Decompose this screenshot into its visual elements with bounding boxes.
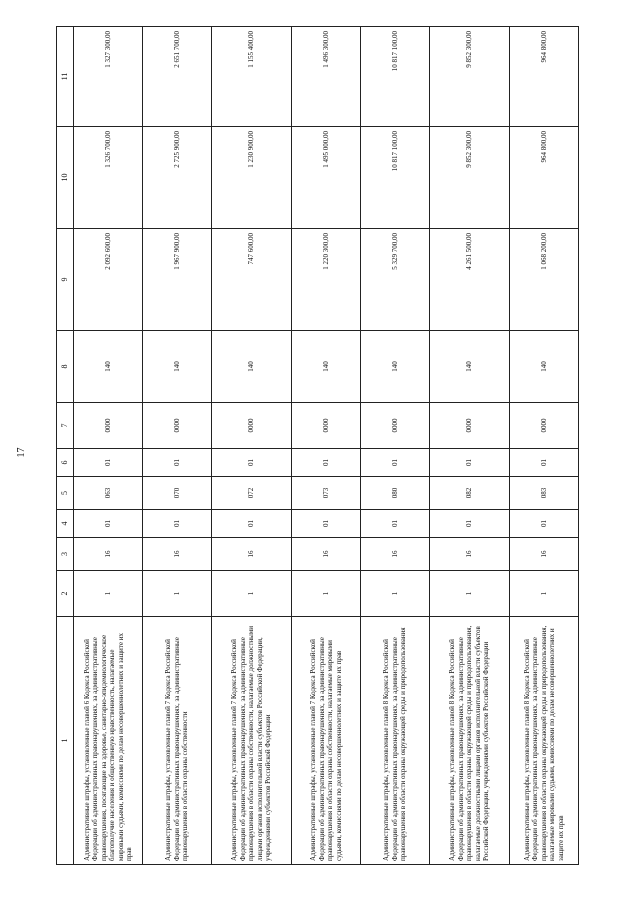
table-row (510, 27, 579, 865)
table-row (212, 27, 292, 865)
code-col-8: 140 (361, 331, 430, 403)
code-col-7: 0000 (212, 403, 292, 449)
code-col-5: 063 (74, 477, 143, 510)
code-col-3: 16 (292, 538, 361, 571)
column-header: 2 (57, 571, 74, 617)
table-row (143, 27, 212, 865)
budget-revenue-table (56, 26, 579, 865)
code-col-8: 140 (430, 331, 510, 403)
amount-col-9: 1 967 900,00 (143, 229, 212, 331)
column-header: 5 (57, 477, 74, 510)
code-col-4: 01 (74, 510, 143, 538)
revenue-description: Административные штрафы, установленные главой 7 Кодекса Российской Федерации об административных правонарушениях, за административные правонарушения в области охраны собственности, налагаемые должностными лицами органов исполнительной власти субъектов Российской Федерации, учреждениями субъектов Российской Федерации (212, 617, 292, 865)
amount-col-11: 1 496 300,00 (292, 27, 361, 127)
code-col-5: 073 (292, 477, 361, 510)
amount-col-10: 9 852 300,00 (430, 127, 510, 229)
code-col-5: 072 (212, 477, 292, 510)
code-col-6: 01 (74, 449, 143, 477)
amount-col-11: 9 852 300,00 (430, 27, 510, 127)
code-col-4: 01 (510, 510, 579, 538)
amount-col-9: 1 220 300,00 (292, 229, 361, 331)
code-col-3: 16 (74, 538, 143, 571)
column-header: 9 (57, 229, 74, 331)
table-header-row (57, 27, 74, 865)
code-col-6: 01 (212, 449, 292, 477)
amount-col-9: 2 092 600,00 (74, 229, 143, 331)
column-header: 7 (57, 403, 74, 449)
code-col-5: 070 (143, 477, 212, 510)
code-col-3: 16 (143, 538, 212, 571)
code-col-5: 082 (430, 477, 510, 510)
code-col-8: 140 (143, 331, 212, 403)
code-col-4: 01 (361, 510, 430, 538)
code-col-2: 1 (143, 571, 212, 617)
column-header: 3 (57, 538, 74, 571)
code-col-3: 16 (361, 538, 430, 571)
revenue-description: Административные штрафы, установленные главой 7 Кодекса Российской Федерации об административных правонарушениях, за административные правонарушения в области охраны собственности (143, 617, 212, 865)
code-col-7: 0000 (510, 403, 579, 449)
code-col-7: 0000 (143, 403, 212, 449)
code-col-8: 140 (510, 331, 579, 403)
amount-col-11: 2 651 700,00 (143, 27, 212, 127)
code-col-7: 0000 (430, 403, 510, 449)
revenue-description: Административные штрафы, установленные главой 8 Кодекса Российской Федерации об административных правонарушениях, за административные правонарушения в области охраны окружающей среды и природопользования, налагаемые должностными лицами органов исполнительной власти субъектов Российской Федерации, учреждениями субъектов Российской Федерации (430, 617, 510, 865)
column-header: 1 (57, 617, 74, 865)
code-col-6: 01 (292, 449, 361, 477)
code-col-4: 01 (430, 510, 510, 538)
amount-col-11: 10 817 100,00 (361, 27, 430, 127)
code-col-4: 01 (212, 510, 292, 538)
column-header: 4 (57, 510, 74, 538)
code-col-3: 16 (212, 538, 292, 571)
code-col-2: 1 (361, 571, 430, 617)
table-row (361, 27, 430, 865)
code-col-2: 1 (430, 571, 510, 617)
amount-col-9: 747 600,00 (212, 229, 292, 331)
revenue-description: Административные штрафы, установленные главой 8 Кодекса Российской Федерации об административных правонарушениях, за административные правонарушения в области охраны окружающей среды и природопользования (361, 617, 430, 865)
page-number: 17 (16, 447, 27, 458)
code-col-6: 01 (510, 449, 579, 477)
table-row (74, 27, 143, 865)
amount-col-11: 964 800,00 (510, 27, 579, 127)
table-row (430, 27, 510, 865)
code-col-4: 01 (143, 510, 212, 538)
amount-col-10: 1 230 900,00 (212, 127, 292, 229)
amount-col-11: 1 155 400,00 (212, 27, 292, 127)
code-col-5: 083 (510, 477, 579, 510)
amount-col-10: 1 495 000,00 (292, 127, 361, 229)
column-header: 8 (57, 331, 74, 403)
amount-col-9: 4 261 500,00 (430, 229, 510, 331)
amount-col-10: 964 800,00 (510, 127, 579, 229)
revenue-description: Административные штрафы, установленные главой 8 Кодекса Российской Федерации об административных правонарушениях, за административные правонарушения в области охраны окружающей среды и природопользования, налагаемые мировыми судьями, комиссиями по делам несовершеннолетних и защите их прав (510, 617, 579, 865)
column-header: 10 (57, 127, 74, 229)
code-col-8: 140 (292, 331, 361, 403)
code-col-2: 1 (292, 571, 361, 617)
code-col-5: 080 (361, 477, 430, 510)
revenue-description: Административные штрафы, установленные главой 6 Кодекса Российской Федерации об административных правонарушениях, за административные правонарушения, посягающие на здоровье, санитарно-эпидемиологическое благополучие населения и общественную нравственность, налагаемые мировыми судьями, комиссиями по делам несовершеннолетних и защите их прав (74, 617, 143, 865)
table-row (292, 27, 361, 865)
code-col-8: 140 (74, 331, 143, 403)
amount-col-10: 10 817 100,00 (361, 127, 430, 229)
code-col-6: 01 (430, 449, 510, 477)
amount-col-10: 2 725 900,00 (143, 127, 212, 229)
code-col-6: 01 (361, 449, 430, 477)
code-col-3: 16 (510, 538, 579, 571)
code-col-7: 0000 (292, 403, 361, 449)
amount-col-10: 1 326 700,00 (74, 127, 143, 229)
code-col-6: 01 (143, 449, 212, 477)
code-col-7: 0000 (74, 403, 143, 449)
column-header: 11 (57, 27, 74, 127)
amount-col-9: 1 068 200,00 (510, 229, 579, 331)
revenue-description: Административные штрафы, установленные главой 7 Кодекса Российской Федерации об административных правонарушениях, за административные правонарушения в области охраны собственности, налагаемые мировыми судьями, комиссиями по делам несовершеннолетних и защите их прав (292, 617, 361, 865)
code-col-8: 140 (212, 331, 292, 403)
code-col-7: 0000 (361, 403, 430, 449)
code-col-4: 01 (292, 510, 361, 538)
code-col-2: 1 (212, 571, 292, 617)
code-col-2: 1 (74, 571, 143, 617)
column-header: 6 (57, 449, 74, 477)
code-col-2: 1 (510, 571, 579, 617)
amount-col-11: 1 327 300,00 (74, 27, 143, 127)
amount-col-9: 5 329 700,00 (361, 229, 430, 331)
code-col-3: 16 (430, 538, 510, 571)
